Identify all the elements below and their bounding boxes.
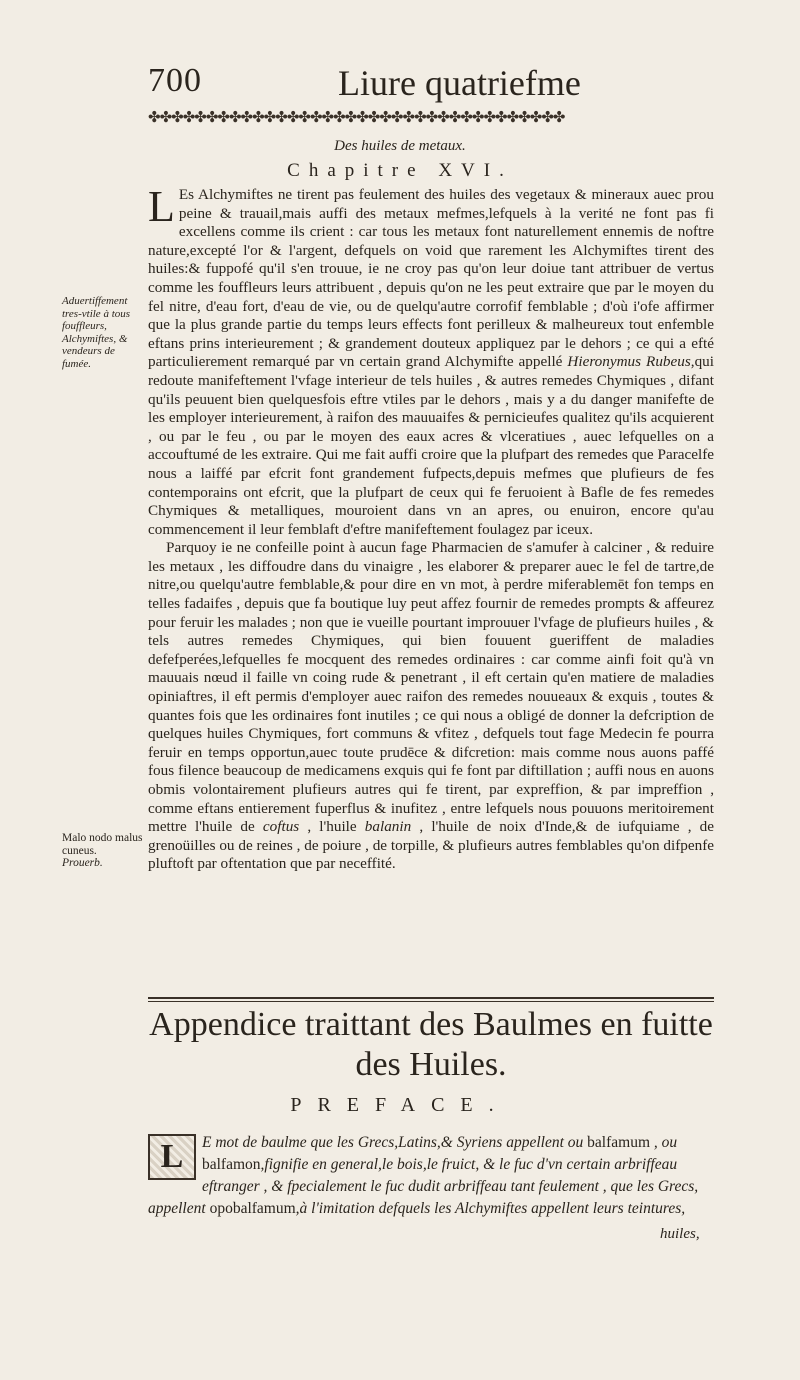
preface-text-1: E mot de baulme que les Grecs,Latins,& Syriens appellent ou	[202, 1134, 588, 1151]
preface-heading: PREFACE.	[290, 1094, 510, 1116]
chapter-body	[148, 182, 715, 874]
catchword: huiles,	[660, 1226, 700, 1242]
chapter-heading: Chapitre XVI.	[287, 160, 513, 181]
paragraph-1-text-b: ,qui redoute manifeftement l'vfage interieur de tels huiles , & autres remedes Chymiques , difant qu'ils peuuent bien quelquesfois eftre vtiles par le dehors , mais y a du danger manifefte de les employer interieurement, à raifon des mauuaifes & pernicieufes qualitez qu'ils acquierent , ou par le feu , ou par le moyen des eaux acres & vlceratiues , auec lefquelles on a accouftumé de les extraire. Qui me fait auffi croire que la plufpart des remedes que Paracelfe nous a laiffé par efcrit font grandement fufpects,depuis mefmes que plufieurs de fes contemporains ont efcrit, que la plufpart de ceux qui fe feruoient à Bafle de fes remedes Chymiques & metalliques, mouroient dans vn an apres, ou enuiron, encore qu'au commencement il leur femblaft d'eftre manifeftement foulagez par iceux.	[148, 353, 714, 538]
paragraph-1-text-a: Es Alchymiftes ne tirent pas feulement des huiles des vegetaux & mineraux auec prou peine & trauail,mais auffi des metaux mefmes,lefquels à la verité ne font pas fi excellens comme ils crient : car tous les metaux font naturellement ennemis de noftre nature,excepté l'or & l'argent, defquels on void que rarement les Alchymiftes tirent des huiles:& fuppofé qu'il s'en trouue, ie ne croy pas qu'on leur doiue tant attribuer de vertus comme les fouffleurs leurs attribuent , depuis qu'on ne les peut extraire que par le moyen du fel nitre, d'eau fort, d'eau de vie, ou de quelqu'autre corrofif femblable ; d'où i'ofe affirmer que la plus grande partie du temps leurs effects font perilleux & malheureux tout enfemble eftans prins interieurement ; & grandement douteux appliquez par le dehors ; ce qui a efté particulierement remarqué par vn certain grand Alchymifte appellé	[148, 186, 714, 371]
author-name: Hieronymus Rubeus	[567, 353, 691, 371]
ornate-initial-letter: L	[160, 1138, 184, 1175]
term-balanin: balanin	[364, 818, 412, 836]
margin-note-warning: Aduertiffement tres-vtile à tous fouffleurs, Alchymiftes, & vendeurs de fumée.	[62, 295, 131, 370]
preface-text-2: , ou	[650, 1134, 678, 1151]
paragraph-2	[148, 539, 714, 874]
term-opobalsamum: opobalfamum	[209, 1200, 296, 1217]
preface-text-4: ,à l'imitation defquels les Alchymiftes appellent leurs teintures,	[295, 1200, 686, 1217]
running-head	[148, 62, 708, 112]
proverb-latin: Malo nodo malus cuneus.	[62, 832, 143, 857]
decorative-ornament-band: ✤✤✤✤✤✤✤✤✤✤✤✤✤✤✤✤✤✤✤✤✤✤✤✤✤✤✤✤✤✤✤✤✤✤✤✤	[148, 108, 565, 126]
preface-text-3: ,fignifie en general,le bois,le fruict, & le fuc d'vn certain arbriffeau eftranger , & fpecialement le fuc dudit arbriffeau tant feulement , que les Grecs, appellent	[148, 1156, 699, 1217]
term-balsamon: balfamon	[202, 1156, 261, 1173]
running-title: Liure quatriefme	[338, 63, 581, 103]
page-number: 700	[148, 62, 202, 99]
appendix-title: Appendice traittant des Baulmes en fuitte des Huiles.	[149, 1006, 713, 1083]
drop-cap: L	[148, 182, 175, 231]
proverb-source: Prouerb.	[62, 857, 103, 869]
divider-rule	[148, 997, 714, 999]
section-title: Des huiles de metaux.	[334, 138, 466, 154]
term-balsamum: balfamum	[587, 1134, 650, 1151]
paragraph-2-text-c: , l'huile de noix d'Inde,& de iufquiame , de grenoüilles ou de reines , de poiure , de torpille, & plufieurs autres femblables qu'on difpenfe pluftoft par oftentation que par neceffité.	[148, 818, 715, 873]
preface-body	[148, 1132, 714, 1220]
paragraph-2-text-b: , l'huile	[299, 818, 365, 836]
paragraph-1	[148, 182, 714, 539]
term-costus: coftus	[262, 818, 300, 836]
ornate-initial	[148, 1134, 196, 1180]
paragraph-2-text-a: Parquoy ie ne confeille point à aucun fage Pharmacien de s'amufer à calciner , & reduire les metaux , les diffoudre dans du vinaigre , les elaborer & preparer auec le fel de tartre,de nitre,ou quelqu'autre femblable,& pour dire en vn mot, à perdre miferablemēt fon temps en telles fadaifes , depuis que fa boutique luy peut affez fournir de remedes prompts & affeurez pour feruir les malades ; non que ie vueille pourtant improuuer l'vfage de plufieurs huiles , & tels autres remedes Chymiques, qui bien fouuent gueriffent de maladies defefperées,lefquelles fe mocquent des remedes ordinaires : car comme ainfi foit qu'à vn mauuais nœud il faille vn coing rude & penetrant , il eft certain qu'en matiere de maladies opiniaftres, il eft permis d'employer auec raifon des remedes nouueaux & exquis , toutes & quantes fois que les ordinaires font inutiles ; ce qui nous a obligé de donner la defcription de quelques huiles Chymiques, fort communs & vfitez , defquels tout fage Medecin fe pourra feruir en temps opportun,auec toute prudēce & difcretion: mais comme nous auons paffé fous filence beaucoup de medicamens exquis qui fe font par diftillation ; auffi nous en auons obmis volontairement plufieurs autres qui fe tirent, par expreffion, & par impreffion , comme eftans entierement fuperflus & inufitez , entre lefquels nous pouuons meritoirement mettre l'huile de	[148, 539, 714, 836]
margin-note-proverb	[62, 832, 146, 870]
divider-rule-thin	[148, 1001, 714, 1002]
